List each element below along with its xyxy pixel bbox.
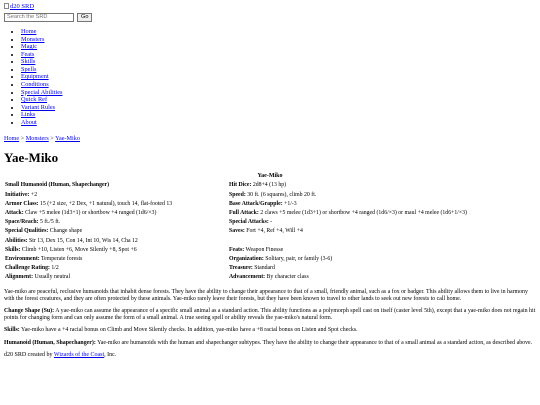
stat-value: +2	[30, 191, 38, 198]
stat-label: Advancement:	[229, 274, 266, 281]
stat-cell-right	[228, 273, 536, 282]
stat-cell-right	[228, 181, 536, 190]
stat-label: Small Humanoid (Human, Shapechanger)	[5, 182, 110, 189]
stat-cell-right	[228, 246, 536, 255]
stat-cell-left	[4, 200, 228, 209]
nav-item-special-abilities	[21, 89, 536, 97]
stat-value: 2 claws +5 melee (1d3+1) or shortbow +4 ranged (1d6/×3) or maul +4 melee (1d6+1/×3)	[260, 209, 467, 216]
stat-cell-right	[228, 255, 536, 264]
stat-value: Standard	[254, 265, 275, 272]
stat-label: Treasure:	[229, 265, 253, 272]
stat-value: Solitary, pair, or family (3-6)	[265, 256, 333, 262]
stat-value: 15 (+2 size, +2 Dex, +1 natural), touch 14, flat-footed 13	[40, 200, 173, 207]
nav-item-conditions	[21, 81, 536, 89]
stat-value: Usually neutral	[34, 274, 71, 281]
nav-link[interactable]: Conditions	[21, 81, 49, 89]
nav-link[interactable]: Monsters	[21, 35, 45, 43]
breadcrumb-current[interactable]: Yae-Miko	[55, 134, 80, 142]
stat-cell-left	[4, 209, 228, 218]
stat-cell-left	[4, 237, 228, 246]
stat-label: Saves:	[229, 228, 245, 235]
stat-row	[4, 218, 536, 227]
nav-item-magic	[21, 43, 536, 51]
ability-label: Change Shape (Su):	[4, 308, 55, 315]
stat-value: Climb +10, Listen +6, Move Silently +8, Spot +6	[21, 246, 137, 253]
stat-label: Speed:	[229, 191, 246, 198]
stat-value: +1/-3	[284, 200, 297, 207]
footer-link-wotc[interactable]: Wizards of the Coast	[53, 351, 105, 358]
breadcrumb-monsters[interactable]: Monsters	[25, 134, 49, 142]
nav-item-equipment	[21, 73, 536, 81]
stat-label: Hit Dice:	[229, 182, 252, 189]
stat-label: Initiative:	[5, 191, 30, 198]
breadcrumb-separator: >	[50, 134, 54, 142]
nav-link[interactable]: Quick Ref	[21, 96, 48, 104]
ability-skills	[4, 327, 536, 334]
stat-cell-right	[228, 264, 536, 273]
footer-suffix: , Inc.	[104, 351, 117, 358]
nav-link[interactable]: Skills	[21, 58, 36, 66]
search-input[interactable]	[4, 13, 74, 22]
nav-item-spells	[21, 66, 536, 74]
stat-cell-right	[228, 218, 536, 227]
stat-value: Fort +4, Ref +4, Will +4	[246, 228, 303, 235]
stat-label: Environment:	[5, 256, 40, 262]
nav-link[interactable]: Spells	[21, 65, 37, 73]
nav-item-variant-rules	[21, 104, 536, 112]
broken-image-icon	[4, 3, 9, 9]
ability-label: Skills:	[4, 327, 20, 334]
stat-cell-right	[228, 191, 536, 200]
stat-value: 30 ft. (6 squares), climb 20 ft.	[247, 191, 317, 198]
footer	[4, 352, 536, 359]
stat-block	[4, 173, 536, 283]
nav-link[interactable]: About	[21, 119, 37, 127]
ability-text: Yae-miko have a +4 racial bonus on Climb and Move Silently checks. In addition, yae-miko have a +8 racial bonus on Listen and Spot checks.	[20, 327, 358, 334]
ability-change-shape	[4, 308, 536, 322]
stat-cell-right	[228, 227, 536, 236]
search-form	[4, 13, 536, 22]
stat-row	[4, 273, 536, 282]
ability-text: A yae-miko can assume the appearance of a specific small animal as a standard action. This ability functions as a polymorph spell cast on itself (caster level 5th), except that a yae-miko does not regain hit points for changing form and can only assume the form of a small animal. A true seeing spell or ability reveals the yae-miko's natural form.	[4, 308, 536, 322]
breadcrumb-home[interactable]: Home	[4, 134, 20, 142]
stat-label: Full Attack:	[229, 209, 259, 216]
stat-label: Special Qualities:	[5, 228, 49, 235]
page-title: Yae-Miko	[4, 150, 59, 166]
stat-label: Space/Reach:	[5, 219, 39, 226]
nav-item-links	[21, 111, 536, 119]
stat-label: Alignment:	[5, 274, 34, 281]
stat-value: By character class	[266, 274, 309, 281]
nav-item-feats	[21, 51, 536, 59]
stat-block-body	[4, 181, 536, 282]
stat-row	[4, 255, 536, 264]
stat-value: Change shape	[49, 228, 83, 235]
stat-label: Armor Class:	[5, 200, 39, 207]
logo-alt-text: d20 SRD	[10, 3, 35, 10]
nav-link[interactable]: Magic	[21, 43, 38, 51]
stat-cell-left	[4, 264, 228, 273]
stat-row	[4, 246, 536, 255]
stat-value: 1/2	[51, 265, 59, 272]
stat-label: Base Attack/Grapple:	[229, 200, 283, 207]
stat-row	[4, 191, 536, 200]
stat-value: Str 13, Dex 15, Con 14, Int 10, Wis 14, Cha 12	[29, 237, 138, 244]
stat-label: Attack:	[5, 209, 24, 216]
stat-row	[4, 237, 536, 246]
breadcrumb	[4, 135, 536, 143]
description-paragraph: Yae-miko are peaceful, reclusive humanoids that inhabit dense forests. They have the ability to change their appearance to that of a small, friendly animal, such as a fox or badger. This ability allows them to live in harmony with the forest creatures, and they are often protected by these animals. Yae-miko rarely leave their forests, but they have been known to travel to other lands to seek out new forests to call home.	[4, 288, 528, 302]
stat-value: Weapon Finesse	[245, 246, 284, 253]
nav-link[interactable]: Special Abilities	[21, 88, 63, 96]
nav-item-home	[21, 28, 536, 36]
stat-label: Organization:	[229, 256, 264, 262]
nav-link[interactable]: Links	[21, 111, 36, 119]
stat-value: 5 ft./5 ft.	[39, 219, 61, 226]
stat-cell-left	[4, 218, 228, 227]
nav-link[interactable]: Feats	[21, 50, 35, 58]
stat-row	[4, 200, 536, 209]
breadcrumb-separator: >	[20, 134, 25, 142]
nav-item-quick-ref	[21, 96, 536, 104]
stat-value: Temperate forests	[41, 256, 83, 262]
stat-cell-left	[4, 246, 228, 255]
stat-value: Claw +5 melee (1d3+1) or shortbow +4 ranged (1d6/×3)	[25, 209, 157, 216]
nav-item-skills	[21, 58, 536, 66]
stat-label: Skills:	[5, 246, 21, 253]
stat-row	[4, 264, 536, 273]
go-button[interactable]: Go	[77, 13, 92, 22]
site-logo-link[interactable]	[4, 3, 34, 11]
stat-label: Feats:	[229, 246, 245, 253]
nav-link[interactable]: Home	[21, 27, 37, 35]
stat-cell-right	[228, 209, 536, 218]
nav-link[interactable]: Variant Rules	[21, 103, 56, 111]
main-nav	[4, 28, 536, 127]
nav-item-monsters	[21, 36, 536, 44]
stat-value: 2d8+4 (13 hp)	[252, 182, 287, 189]
stat-label: Challenge Rating:	[5, 265, 50, 272]
nav-link[interactable]: Equipment	[21, 73, 49, 81]
stat-label: Special Attacks:	[229, 219, 269, 226]
stat-value: -	[270, 219, 273, 226]
stat-cell-right	[228, 200, 536, 209]
stat-cell-left	[4, 227, 228, 236]
ability-label: Humanoid (Human, Shapechanger):	[4, 339, 96, 346]
stat-cell-left	[4, 273, 228, 282]
stat-row	[4, 227, 536, 236]
nav-item-about	[21, 119, 536, 127]
stat-cell-left	[4, 191, 228, 200]
stat-cell-left	[4, 181, 228, 190]
footer-prefix: d20 SRD created by	[4, 351, 53, 358]
stat-label: Abilities:	[5, 237, 28, 244]
stat-block-caption: Yae-Miko	[257, 173, 283, 180]
stat-row	[4, 181, 536, 190]
ability-text: Yae-miko are humanoids with the human and shapechanger subtypes. They have the ability to change their appearance to that of a small animal as a standard action, as described above.	[97, 339, 533, 346]
stat-row	[4, 209, 536, 218]
ability-humanoid	[4, 340, 536, 347]
stat-cell-right	[228, 237, 536, 246]
stat-cell-left	[4, 255, 228, 264]
